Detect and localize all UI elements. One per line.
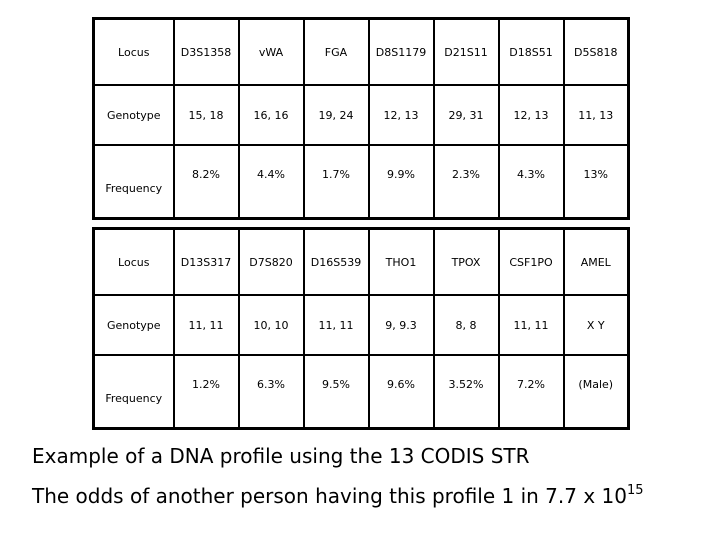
row-header-genotype: Genotype <box>94 295 174 355</box>
genotype-cell: 11, 11 <box>304 295 369 355</box>
genotype-cell: 12, 13 <box>499 85 564 145</box>
genotype-cell: 9, 9.3 <box>369 295 434 355</box>
locus-cell: vWA <box>239 19 304 86</box>
frequency-cell: (Male) <box>564 355 629 429</box>
frequency-cell: 4.4% <box>239 145 304 219</box>
genotype-cell: X Y <box>564 295 629 355</box>
genotype-cell: 10, 10 <box>239 295 304 355</box>
frequency-cell: 9.6% <box>369 355 434 429</box>
locus-row <box>94 229 629 296</box>
locus-cell: D8S1179 <box>369 19 434 86</box>
genotype-cell: 15, 18 <box>174 85 239 145</box>
frequency-cell: 2.3% <box>434 145 499 219</box>
frequency-cell: 1.2% <box>174 355 239 429</box>
odds-caption <box>32 483 644 508</box>
genotype-cell: 11, 13 <box>564 85 629 145</box>
row-header-frequency: Frequency <box>94 145 174 219</box>
str-table-2 <box>92 227 630 430</box>
frequency-cell: 3.52% <box>434 355 499 429</box>
profile-caption: Example of a DNA profile using the 13 CODIS STR <box>32 444 530 468</box>
genotype-cell: 11, 11 <box>499 295 564 355</box>
genotype-cell: 8, 8 <box>434 295 499 355</box>
locus-cell: TPOX <box>434 229 499 296</box>
genotype-cell: 12, 13 <box>369 85 434 145</box>
row-header-genotype: Genotype <box>94 85 174 145</box>
locus-cell: D21S11 <box>434 19 499 86</box>
locus-cell: D5S818 <box>564 19 629 86</box>
odds-exponent: 15 <box>627 483 644 498</box>
genotype-cell: 29, 31 <box>434 85 499 145</box>
odds-text: The odds of another person having this profile 1 in 7.7 x 10 <box>32 484 627 508</box>
row-header-locus: Locus <box>94 19 174 86</box>
locus-cell: D18S51 <box>499 19 564 86</box>
genotype-row <box>94 85 629 145</box>
locus-cell: D16S539 <box>304 229 369 296</box>
str-table-1 <box>92 17 630 220</box>
frequency-cell: 1.7% <box>304 145 369 219</box>
frequency-cell: 7.2% <box>499 355 564 429</box>
genotype-cell: 19, 24 <box>304 85 369 145</box>
locus-cell: AMEL <box>564 229 629 296</box>
genotype-cell: 11, 11 <box>174 295 239 355</box>
frequency-cell: 6.3% <box>239 355 304 429</box>
frequency-cell: 4.3% <box>499 145 564 219</box>
frequency-cell: 9.9% <box>369 145 434 219</box>
locus-row <box>94 19 629 86</box>
row-header-locus: Locus <box>94 229 174 296</box>
row-header-frequency: Frequency <box>94 355 174 429</box>
locus-cell: CSF1PO <box>499 229 564 296</box>
frequency-cell: 9.5% <box>304 355 369 429</box>
genotype-cell: 16, 16 <box>239 85 304 145</box>
locus-cell: D13S317 <box>174 229 239 296</box>
locus-cell: D7S820 <box>239 229 304 296</box>
locus-cell: D3S1358 <box>174 19 239 86</box>
frequency-row <box>94 355 629 429</box>
frequency-row <box>94 145 629 219</box>
locus-cell: THO1 <box>369 229 434 296</box>
frequency-cell: 8.2% <box>174 145 239 219</box>
frequency-cell: 13% <box>564 145 629 219</box>
genotype-row <box>94 295 629 355</box>
locus-cell: FGA <box>304 19 369 86</box>
